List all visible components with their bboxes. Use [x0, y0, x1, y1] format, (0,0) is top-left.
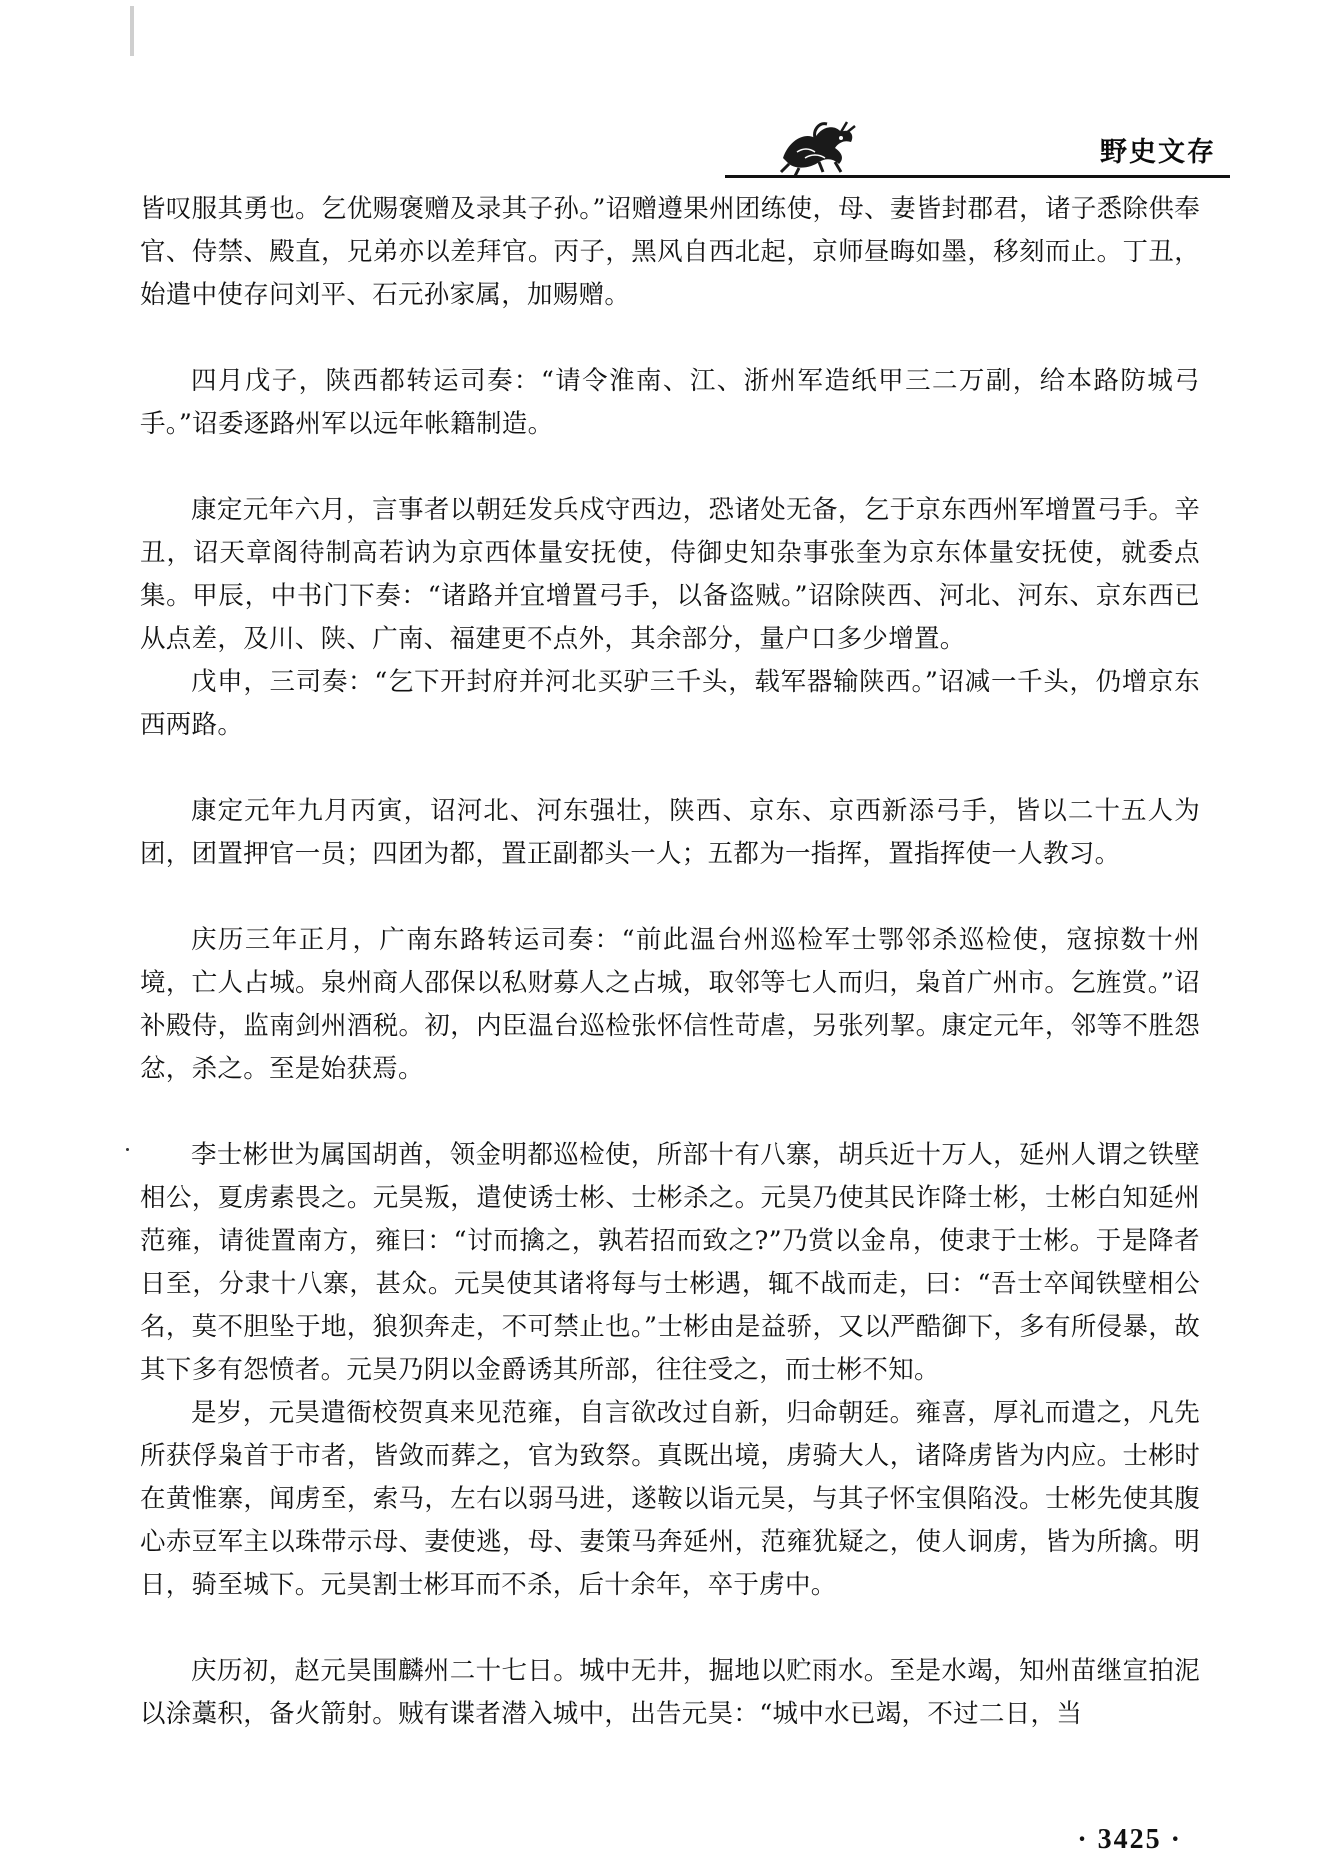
scan-speck — [126, 1148, 129, 1151]
paragraph: 庆历三年正月，广南东路转运司奏：“前此温台州巡检军士鄂邻杀巡检使，寇掠数十州境，亡人占城。泉州商人邵保以私财募人之占城，取邻等七人而归，枭首广州市。乞旌赏。”诏补殿侍，监南剑州酒税。初，内臣温台巡检张怀信性苛虐，另张列挈。康定元年，邻等不胜怨忿，杀之。至是始获焉。 — [140, 925, 1200, 1084]
dragon-icon — [775, 118, 859, 176]
book-title: 野史文存 — [1100, 137, 1216, 168]
paragraph: 康定元年九月丙寅，诏河北、河东强壮，陕西、京东、京西新添弓手，皆以二十五人为团，团置押官一员；四团为都，置正副都头一人；五都为一指挥，置指挥使一人教习。 — [140, 796, 1200, 869]
paragraph: 庆历初，赵元昊围麟州二十七日。城中无井，掘地以贮雨水。至是水竭，知州苗继宣拍泥以涂藁积，备火箭射。贼有谍者潜入城中，出告元昊：“城中水已竭，不过二日，当 — [140, 1656, 1200, 1729]
paragraph: 皆叹服其勇也。乞优赐褒赠及录其子孙。”诏赠遵果州团练使，母、妻皆封郡君，诸子悉除供奉官、侍禁、殿直，兄弟亦以差拜官。丙子，黑风自西北起，京师昼晦如墨，移刻而止。丁丑，始遣中使存问刘平、石元孙家属，加赐赠。 — [140, 194, 1200, 310]
scan-edge-mark — [130, 6, 134, 56]
paragraph: 康定元年六月，言事者以朝廷发兵戍守西边，恐诸处无备，乞于京东西州军增置弓手。辛丑，诏天章阁待制高若讷为京西体量安抚使，侍御史知杂事张奎为京东体量安抚使，就委点集。甲辰，中书门下奏：“诸路并宜增置弓手，以备盗贼。”诏除陕西、河北、河东、京东西已从点差，及川、陕、广南、福建更不点外，其余部分，量户口多少增置。 — [140, 495, 1200, 654]
page-body — [140, 188, 1200, 1736]
paragraph: 四月戊子，陕西都转运司奏：“请令淮南、江、浙州军造纸甲三二万副，给本路防城弓手。”诏委逐路州军以远年帐籍制造。 — [140, 366, 1200, 439]
paragraph: 戊申，三司奏：“乞下开封府并河北买驴三千头，载军器输陕西。”诏减一千头，仍增京东西两路。 — [140, 667, 1200, 740]
page-number: · 3425 · — [1077, 1824, 1182, 1855]
paragraph: 是岁，元昊遣衙校贺真来见范雍，自言欲改过自新，归命朝廷。雍喜，厚礼而遣之，凡先所获俘枭首于市者，皆敛而葬之，官为致祭。真既出境，虏骑大人，诸降虏皆为内应。士彬时在黄惟寨，闻虏至，索马，左右以弱马进，遂鞍以诣元昊，与其子怀宝俱陷没。士彬先使其腹心赤豆军主以珠带示母、妻使逃，母、妻策马奔延州，范雍犹疑之，使人诇虏，皆为所擒。明日，骑至城下。元昊割士彬耳而不杀，后十余年，卒于虏中。 — [140, 1398, 1200, 1600]
running-header — [725, 118, 1230, 178]
header-rule — [725, 175, 1230, 178]
paragraph: 李士彬世为属国胡酋，领金明都巡检使，所部十有八寨，胡兵近十万人，延州人谓之铁壁相公，夏虏素畏之。元昊叛，遣使诱士彬、士彬杀之。元昊乃使其民诈降士彬，士彬白知延州范雍，请徙置南方，雍曰：“讨而擒之，孰若招而致之?”乃赏以金帛，使隶于士彬。于是降者日至，分隶十八寨，甚众。元昊使其诸将每与士彬遇，辄不战而走，曰：“吾士卒闻铁壁相公名，莫不胆坠于地，狼狈奔走，不可禁止也。”士彬由是益骄，又以严酷御下，多有所侵暴，故其下多有怨愤者。元昊乃阴以金爵诱其所部，往往受之，而士彬不知。 — [140, 1140, 1200, 1385]
